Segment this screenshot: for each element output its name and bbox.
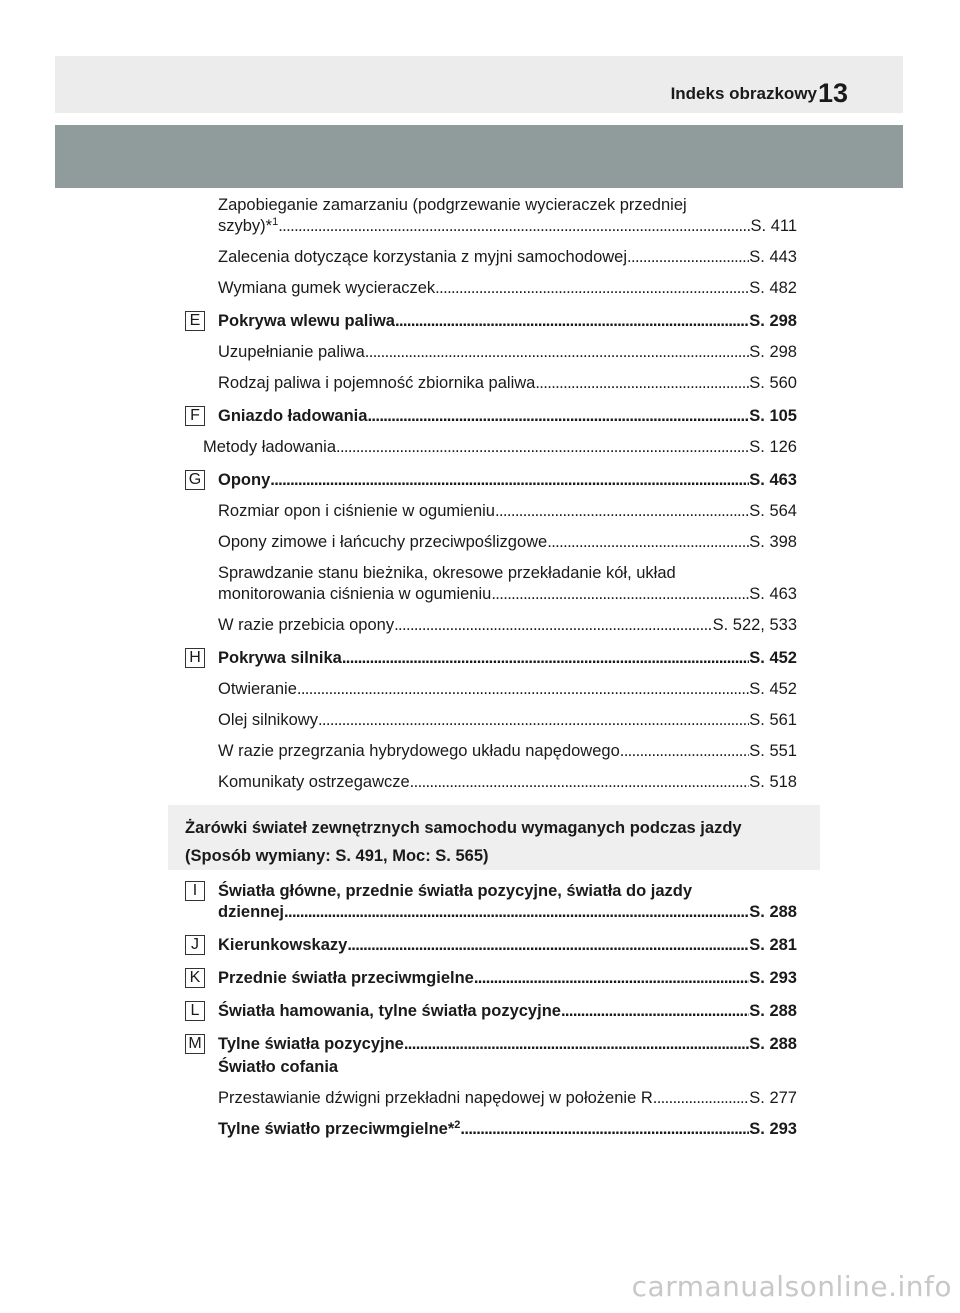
dot-leader (342, 648, 749, 669)
entry-text: Metody ładowania (203, 438, 336, 456)
entry-text: dziennej (218, 903, 285, 921)
index-entry[interactable] (185, 1088, 797, 1109)
page-reference[interactable]: S. 293 (749, 969, 797, 987)
index-entry-f[interactable] (185, 406, 797, 427)
letter-marker-m: M (185, 1034, 205, 1054)
dot-leader (460, 1119, 749, 1140)
footnote-marker: 2 (454, 1119, 461, 1131)
index-entry[interactable] (185, 741, 797, 762)
index-entry-i[interactable] (185, 881, 797, 923)
index-entry[interactable] (185, 679, 797, 700)
index-entry[interactable] (185, 195, 797, 237)
index-entry[interactable] (185, 772, 797, 793)
dot-leader (561, 1001, 749, 1022)
entry-text: Kierunkowskazy (218, 936, 348, 954)
page-reference[interactable]: S. 518 (749, 773, 797, 791)
entry-text: Opony zimowe i łańcuchy przeciwpoślizgowe (218, 533, 548, 551)
page-reference[interactable]: S. 463 (749, 471, 797, 489)
page-reference[interactable]: S. 522, 533 (712, 616, 797, 634)
index-entry[interactable] (185, 1119, 797, 1140)
letter-marker-k: K (185, 968, 205, 988)
page-reference[interactable]: S. 288 (749, 1035, 797, 1053)
page-number: 13 (818, 78, 849, 108)
entry-text: Gniazdo ładowania (218, 407, 368, 425)
index-entry-j[interactable] (185, 935, 797, 956)
letter-marker-l: L (185, 1001, 205, 1021)
bulb-note-line2: (Sposób wymiany: S. 491, Moc: S. 565) (185, 847, 489, 865)
page-reference[interactable]: S. 452 (749, 649, 797, 667)
index-entry-h[interactable] (185, 648, 797, 669)
entry-text: Przestawianie dźwigni przekładni napędowej w położenie R (218, 1089, 653, 1107)
dot-leader (367, 406, 749, 427)
entry-text: Rozmiar opon i ciśnienie w ogumieniu (218, 502, 495, 520)
letter-marker-j: J (185, 935, 205, 955)
page-reference[interactable]: S. 560 (749, 374, 797, 392)
page-reference[interactable]: S. 452 (749, 680, 797, 698)
header-gray-band (55, 125, 903, 188)
dot-leader (395, 311, 749, 332)
footnote-marker: 1 (272, 216, 279, 228)
entry-text: szyby)* (218, 217, 273, 235)
page-reference[interactable]: S. 288 (749, 1002, 797, 1020)
entry-text: Olej silnikowy (218, 711, 318, 729)
entry-text: Światła hamowania, tylne światła pozycyjne (218, 1002, 561, 1020)
dot-leader (394, 615, 713, 636)
entry-text: Opony (218, 471, 271, 489)
index-entry-l[interactable] (185, 1001, 797, 1022)
index-entry[interactable] (185, 532, 797, 553)
index-entry-k[interactable] (185, 968, 797, 989)
page-reference[interactable]: S. 277 (749, 1089, 797, 1107)
dot-leader (278, 216, 750, 237)
entry-text: Rodzaj paliwa i pojemność zbiornika paliwa (218, 374, 536, 392)
dot-leader (318, 710, 749, 731)
dot-leader (284, 902, 749, 923)
index-content (185, 195, 797, 1150)
index-entry[interactable] (185, 563, 797, 605)
index-entry[interactable] (185, 247, 797, 268)
entry-text: Zalecenia dotyczące korzystania z myjni samochodowej (218, 248, 628, 266)
page-reference[interactable]: S. 398 (749, 533, 797, 551)
entry-text: Tylne światła pozycyjne (218, 1035, 404, 1053)
dot-leader (547, 532, 749, 553)
page-reference[interactable]: S. 463 (749, 585, 797, 603)
entry-text: Otwieranie (218, 680, 297, 698)
entry-text: Zapobieganie zamarzaniu (podgrzewanie wycieraczek przedniej (218, 196, 687, 214)
entry-text: Sprawdzanie stanu bieżnika, okresowe przekładanie kół, układ (218, 564, 676, 582)
dot-leader (365, 342, 750, 363)
entry-text: Pokrywa wlewu paliwa (218, 312, 395, 330)
dot-leader (620, 741, 750, 762)
entry-text: Światła główne, przednie światła pozycyjne, światła do jazdy (218, 882, 693, 900)
entry-text: W razie przebicia opony (218, 616, 395, 634)
page-reference[interactable]: S. 561 (749, 711, 797, 729)
index-entry[interactable] (185, 501, 797, 522)
page-reference[interactable]: S. 105 (749, 407, 797, 425)
page-reference[interactable]: S. 298 (749, 343, 797, 361)
entry-text: Tylne światło przeciwmgielne* (218, 1120, 455, 1138)
page-reference[interactable]: S. 288 (749, 903, 797, 921)
entry-text: monitorowania ciśnienia w ogumieniu (218, 585, 492, 603)
letter-marker-h: H (185, 648, 205, 668)
index-entry[interactable] (185, 615, 797, 636)
page-reference[interactable]: S. 298 (749, 312, 797, 330)
dot-leader (627, 247, 749, 268)
entry-text: Wymiana gumek wycieraczek (218, 279, 436, 297)
letter-marker-f: F (185, 406, 205, 426)
dot-leader (491, 584, 749, 605)
dot-leader (270, 470, 749, 491)
index-entry[interactable] (185, 437, 797, 458)
entry-text: Przednie światła przeciwmgielne (218, 969, 474, 987)
dot-leader (297, 679, 749, 700)
letter-marker-e: E (185, 311, 205, 331)
index-entry[interactable] (185, 710, 797, 731)
page-reference[interactable]: S. 564 (749, 502, 797, 520)
letter-marker-g: G (185, 470, 205, 490)
entry-text: Pokrywa silnika (218, 649, 342, 667)
dot-leader (495, 501, 749, 522)
dot-leader (535, 373, 749, 394)
entry-text: Komunikaty ostrzegawcze (218, 773, 410, 791)
index-entry[interactable] (185, 278, 797, 299)
index-entry-heading (185, 1057, 797, 1078)
letter-marker-i: I (185, 881, 205, 901)
bulb-note-line1: Żarówki świateł zewnętrznych samochodu wymaganych podczas jazdy (185, 819, 742, 837)
entry-text: W razie przegrzania hybrydowego układu napędowego (218, 742, 620, 760)
dot-leader (653, 1088, 750, 1109)
page-reference[interactable]: S. 293 (749, 1120, 797, 1138)
index-entry-m[interactable] (185, 1034, 797, 1055)
dot-leader (347, 935, 749, 956)
page-reference[interactable]: S. 443 (749, 248, 797, 266)
page-reference[interactable]: S. 482 (749, 279, 797, 297)
dot-leader (410, 772, 750, 793)
index-entry-e[interactable] (185, 311, 797, 332)
page-reference[interactable]: S. 411 (750, 217, 797, 235)
dot-leader (435, 278, 749, 299)
dot-leader (474, 968, 749, 989)
entry-text: Światło cofania (218, 1058, 339, 1076)
page-reference[interactable]: S. 126 (749, 438, 797, 456)
page-reference[interactable]: S. 281 (749, 936, 797, 954)
watermark: carmanualsonline.info (631, 1270, 952, 1303)
section-title: Indeks obrazkowy (670, 84, 817, 103)
entry-text: Uzupełnianie paliwa (218, 343, 365, 361)
index-entry[interactable] (185, 373, 797, 394)
dot-leader (336, 437, 749, 458)
index-entry[interactable] (185, 342, 797, 363)
page-reference[interactable]: S. 551 (749, 742, 797, 760)
dot-leader (404, 1034, 749, 1055)
index-entry-g[interactable] (185, 470, 797, 491)
